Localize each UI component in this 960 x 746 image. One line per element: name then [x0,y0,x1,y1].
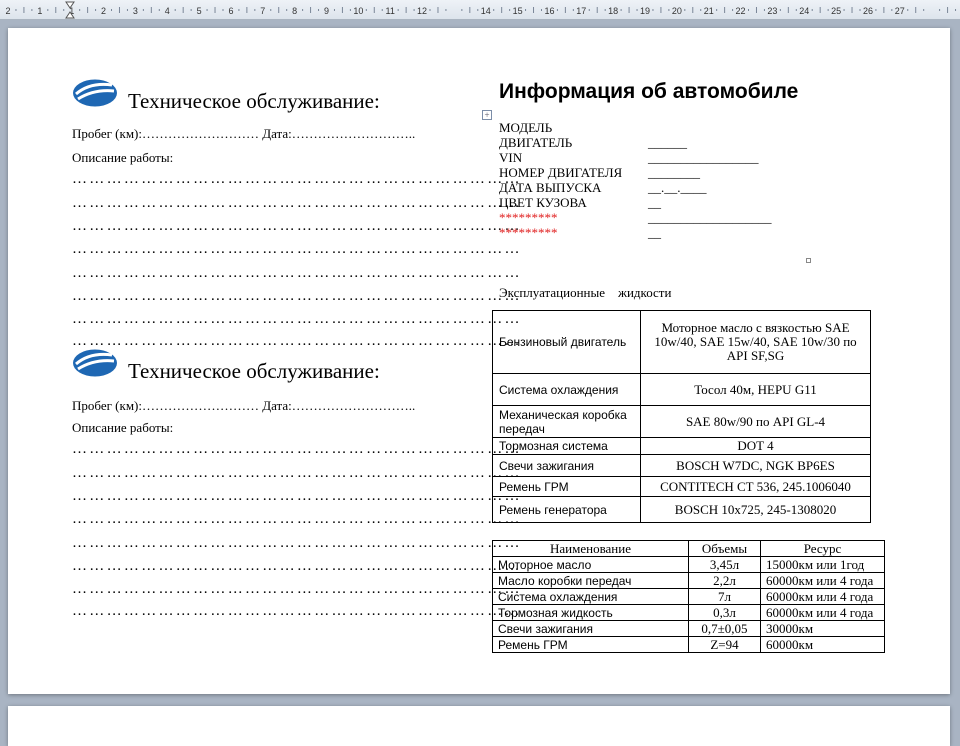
table-row [493,557,885,573]
item-name: Масло коробки передач [493,573,689,589]
ruler-number: 20 [671,6,682,16]
dotted-line: …………………………………………………………………… [72,603,522,619]
ruler-number: 26 [862,6,873,16]
ruler-number: 19 [639,6,651,16]
next-page[interactable] [8,706,950,746]
fluid-system: Бензиновый двигатель [493,311,641,374]
table-resize-handle[interactable] [806,258,811,263]
field-label-engine-number: НОМЕР ДВИГАТЕЛЯ [499,165,623,180]
ruler-number: 23 [767,6,778,16]
field-label-hidden-2: ********* [499,225,558,240]
fluid-spec: SAE 80w/90 по API GL-4 [641,406,871,438]
column-header-volume: Объемы [689,541,761,557]
fluid-system: Свечи зажигания [493,455,641,477]
item-resource: 60000км или 4 года [761,605,885,621]
field-value-body-color: __ [648,195,661,210]
table-row [493,374,871,406]
field-value-vin: _________________ [648,150,759,165]
ruler-number: 22 [735,6,746,16]
ruler-number: 21 [703,6,714,16]
table-row [493,438,871,455]
item-volume: 3,45л [689,557,761,573]
fluid-system: Ремень генератора [493,497,641,523]
dotted-line: …………………………………………………………………… [72,441,522,457]
ruler-number: 1 [69,6,75,16]
fluid-system: Тормозная система [493,438,641,455]
maintenance-title-2: Техническое обслуживание: [128,359,380,383]
horizontal-ruler[interactable] [0,0,960,20]
item-name: Свечи зажигания [493,621,689,637]
vehicle-info-title: Информация об автомобиле [499,80,799,103]
dotted-line: …………………………………………………………………… [72,218,522,234]
ruler-number: 1 [37,6,43,16]
dotted-line: …………………………………………………………………… [72,171,522,187]
field-value-hidden-2: __ [648,225,661,240]
item-resource: 60000км [761,637,885,653]
field-value-engine: ______ [648,135,687,150]
table-row [493,311,871,374]
ruler-number: 11 [385,6,395,16]
ruler-number: 5 [196,6,202,16]
ruler-number: 7 [260,6,266,16]
table-header-row [493,541,885,557]
mileage-date-line-2: Пробег (км):……………………… Дата:……………………….. [72,398,416,413]
maintenance-title-1: Техническое обслуживание: [128,89,380,113]
ruler-number: 10 [353,6,364,16]
column-header-resource: Ресурс [761,541,885,557]
dotted-line: …………………………………………………………………… [72,265,522,281]
table-row [493,637,885,653]
ruler-number: 24 [799,6,810,16]
table-move-handle-icon[interactable]: + [482,110,492,120]
item-name: Моторное масло [493,557,689,573]
table-row [493,605,885,621]
ruler-number: 9 [323,6,330,16]
dotted-line: …………………………………………………………………… [72,465,522,481]
item-volume: 0,3л [689,605,761,621]
field-label-body-color: ЦВЕТ КУЗОВА [499,195,587,210]
item-resource: 30000км [761,621,885,637]
dotted-line: …………………………………………………………………… [72,581,522,597]
fluids-table [492,310,871,523]
fluid-spec: CONTITECH CT 536, 245.1006040 [641,477,871,497]
ruler-number: 18 [608,6,619,16]
fluid-spec: BOSCH W7DC, NGK BP6ES [641,455,871,477]
ruler-number: 25 [831,6,842,16]
item-name: Тормозная жидкость [493,605,689,621]
field-label-release-date: ДАТА ВЫПУСКА [499,180,602,195]
table-row [493,573,885,589]
company-logo-icon [72,78,118,108]
ruler-number: 15 [512,6,523,16]
ruler-ticks [0,0,960,20]
ruler-number: 12 [417,6,428,16]
ruler-number: 6 [228,6,234,16]
company-logo-icon [72,348,118,378]
mileage-date-line-1: Пробег (км):……………………… Дата:……………………….. [72,126,416,141]
dotted-line: …………………………………………………………………… [72,558,522,574]
fluid-spec: Тосол 40м, HEPU G11 [641,374,871,406]
work-description-label-2: Описание работы: [72,420,174,435]
dotted-line: …………………………………………………………………… [72,241,522,257]
table-row [493,406,871,438]
field-value-engine-number: ________ [648,165,700,180]
table-row [493,455,871,477]
fluid-system: Система охлаждения [493,374,641,406]
item-resource: 60000км или 4 года [761,573,885,589]
fluid-system: Ремень ГРМ [493,477,641,497]
dotted-line: …………………………………………………………………… [72,288,522,304]
ruler-number: 8 [292,6,298,16]
table-row [493,621,885,637]
dotted-line: …………………………………………………………………… [72,333,522,349]
fluid-spec: BOSCH 10x725, 245-1308020 [641,497,871,523]
table-row [493,589,885,605]
ruler-number: 4 [164,6,170,16]
resource-table [492,540,885,653]
fluid-system: Механическая коробка передач [493,406,641,438]
item-name: Ремень ГРМ [493,637,689,653]
fluid-spec: Моторное масло с вязкостью SAE 10w/40, SAE 15w/40, SAE 10w/30 по API SF,SG [641,311,871,374]
ruler-number: 27 [894,6,905,16]
ruler-number: 16 [544,6,555,16]
field-label-hidden-1: ********* [499,210,558,225]
fluids-caption: Эксплуатационные жидкости [499,285,672,300]
field-label-model: МОДЕЛЬ [499,120,553,135]
item-resource: 60000км или 4 года [761,589,885,605]
item-volume: 0,7±0,05 [689,621,761,637]
field-value-hidden-1: ___________________ [648,210,772,225]
table-row [493,477,871,497]
item-name: Система охлаждения [493,589,689,605]
fluid-spec: DOT 4 [641,438,871,455]
dotted-line: …………………………………………………………………… [72,195,522,211]
item-volume: Z=94 [689,637,761,653]
document-page[interactable] [8,28,950,694]
field-label-engine: ДВИГАТЕЛЬ [499,135,573,150]
field-value-release-date: __.__.____ [648,180,707,195]
ruler-number: 2 [101,6,107,16]
ruler-number: 3 [132,6,138,16]
item-volume: 7л [689,589,761,605]
dotted-line: …………………………………………………………………… [72,311,522,327]
dotted-line: …………………………………………………………………… [72,511,522,527]
ruler-number: 17 [576,6,587,16]
item-volume: 2,2л [689,573,761,589]
field-label-vin: VIN [499,150,523,165]
table-row [493,497,871,523]
work-description-label-1: Описание работы: [72,150,174,165]
dotted-line: …………………………………………………………………… [72,535,522,551]
ruler-number: 2 [5,6,11,16]
column-header-name: Наименование [493,541,689,557]
ruler-number: 14 [480,6,491,16]
item-resource: 15000км или 1год [761,557,885,573]
dotted-line: …………………………………………………………………… [72,488,522,504]
